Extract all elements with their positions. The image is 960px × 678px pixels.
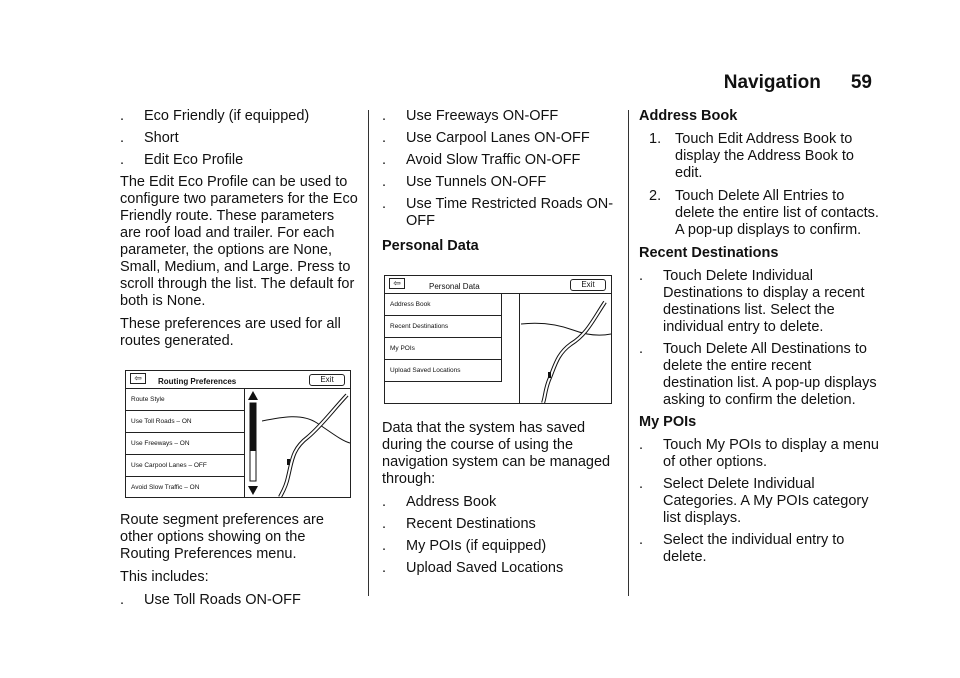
- bullet: .: [639, 476, 644, 492]
- bullet: .: [382, 152, 387, 168]
- bullet: .: [120, 152, 125, 168]
- list-item: [120, 592, 358, 609]
- list-item: [382, 108, 622, 125]
- exit-button: Exit: [570, 279, 606, 291]
- bullet: .: [382, 516, 387, 532]
- map-graphic: [262, 389, 350, 497]
- exit-button: Exit: [309, 374, 345, 386]
- routing-preferences-screenshot: [125, 370, 351, 498]
- list-item-text: Use Tunnels ON-OFF: [406, 174, 547, 190]
- list-item-text: Use Time Restricted Roads ON-OFF: [406, 196, 614, 229]
- bullet: .: [382, 196, 387, 212]
- menu-row: Use Toll Roads – ON: [126, 411, 244, 433]
- paragraph: Route segment preferences are other options showing on the Routing Preferences menu.: [120, 512, 324, 562]
- menu-row: Route Style: [126, 389, 244, 411]
- list-item-text: Select Delete Individual Categories. A My POIs category list displays.: [663, 476, 869, 526]
- bullet: .: [120, 108, 125, 124]
- list-item: [120, 152, 358, 169]
- screen-title: Routing Preferences: [158, 377, 237, 386]
- column-divider-1: [368, 110, 369, 596]
- list-item: [382, 130, 622, 147]
- back-arrow-icon: ⇦: [389, 278, 405, 289]
- bullet: .: [382, 108, 387, 124]
- bullet: .: [639, 341, 644, 357]
- bullet: .: [639, 437, 644, 453]
- bullet: .: [639, 532, 644, 548]
- list-item-text: Edit Eco Profile: [144, 152, 244, 168]
- paragraph: The Edit Eco Profile can be used to configure two parameters for the Eco Friendly route. These parameters are roof load and trailer. For each parameter, the options are None, Small, Medium, and Large. Press to scroll through the list. The default for both is None.: [120, 174, 358, 309]
- bullet: .: [382, 538, 387, 554]
- bullet: .: [382, 130, 387, 146]
- column-2: [382, 108, 622, 582]
- section-heading: Address Book: [639, 108, 738, 124]
- list-item-text: Recent Destinations: [406, 516, 536, 532]
- column-3: [639, 108, 883, 571]
- list-item: [382, 174, 622, 191]
- list-item: [120, 108, 358, 125]
- list-item-text: Short: [144, 130, 179, 146]
- page-number: 59: [850, 72, 872, 93]
- list-item: [382, 196, 622, 230]
- paragraph: Data that the system has saved during the course of using the navigation system can be managed through:: [382, 420, 611, 487]
- step-text: Touch Delete All Entries to delete the entire list of contacts. A pop-up displays to confirm.: [675, 188, 879, 238]
- bullet: .: [382, 560, 387, 576]
- list-item: [639, 437, 883, 471]
- list-item-text: Use Toll Roads ON-OFF: [144, 592, 301, 608]
- list-item-text: Address Book: [406, 494, 497, 510]
- step-number: 2.: [649, 188, 662, 204]
- list-item-text: Touch My POIs to display a menu of other options.: [663, 437, 879, 470]
- list-item-text: Use Freeways ON-OFF: [406, 108, 559, 124]
- bullet: .: [639, 268, 644, 284]
- list-item: [639, 532, 883, 566]
- list-item: [382, 560, 622, 577]
- list-item: [382, 516, 622, 533]
- list-item-text: Upload Saved Locations: [406, 560, 564, 576]
- screen-menu: [385, 294, 502, 382]
- scrollbar-graphic: [246, 389, 260, 497]
- list-item-text: My POIs (if equipped): [406, 538, 547, 554]
- list-item: [639, 268, 883, 336]
- paragraph: These preferences are used for all routes generated.: [120, 316, 341, 349]
- scrollbar-track: [502, 294, 520, 403]
- menu-row: Avoid Slow Traffic – ON: [131, 484, 200, 491]
- bullet: .: [120, 130, 125, 146]
- menu-row: My POIs: [385, 338, 501, 360]
- list-item: [382, 538, 622, 555]
- column-1: [120, 108, 358, 614]
- list-item: [120, 130, 358, 147]
- numbered-step: [639, 188, 883, 239]
- list-item: [639, 341, 883, 409]
- menu-row: Address Book: [385, 294, 501, 316]
- screen-title-bar: [126, 371, 350, 389]
- section-heading: Personal Data: [382, 238, 479, 254]
- map-graphic: [521, 294, 611, 403]
- section-heading: Recent Destinations: [639, 245, 779, 261]
- page-header: [724, 72, 872, 94]
- back-arrow-icon: ⇦: [130, 373, 146, 384]
- list-item: [382, 494, 622, 511]
- list-item: [639, 476, 883, 527]
- menu-row: Use Carpool Lanes – OFF: [126, 455, 244, 477]
- paragraph: This includes:: [120, 569, 209, 585]
- bullet: .: [120, 592, 125, 608]
- step-text: Touch Edit Address Book to display the Address Book to edit.: [675, 131, 854, 181]
- bullet: .: [382, 174, 387, 190]
- numbered-step: [639, 131, 883, 182]
- list-item: [382, 152, 622, 169]
- menu-row: Upload Saved Locations: [385, 360, 501, 382]
- list-item-text: Touch Delete Individual Destinations to display a recent destinations list. Select the individual entry to delete.: [663, 268, 865, 335]
- list-item-text: Eco Friendly (if equipped): [144, 108, 310, 124]
- screen-title: Personal Data: [429, 282, 480, 291]
- list-item-text: Use Carpool Lanes ON-OFF: [406, 130, 590, 146]
- list-item-text: Touch Delete All Destinations to delete the entire recent destination list. A pop-up displays asking to confirm the deletion.: [663, 341, 877, 408]
- section-title: Navigation: [723, 72, 821, 93]
- list-item-text: Select the individual entry to delete.: [663, 532, 845, 565]
- bullet: .: [382, 494, 387, 510]
- section-heading: My POIs: [639, 414, 697, 430]
- list-item-text: Avoid Slow Traffic ON-OFF: [406, 152, 581, 168]
- screen-title-bar: [385, 276, 611, 294]
- menu-row: Use Freeways – ON: [126, 433, 244, 455]
- column-divider-2: [628, 110, 629, 596]
- step-number: 1.: [649, 131, 662, 147]
- menu-row: Recent Destinations: [385, 316, 501, 338]
- screen-menu: [126, 389, 245, 498]
- personal-data-screenshot: [384, 275, 612, 404]
